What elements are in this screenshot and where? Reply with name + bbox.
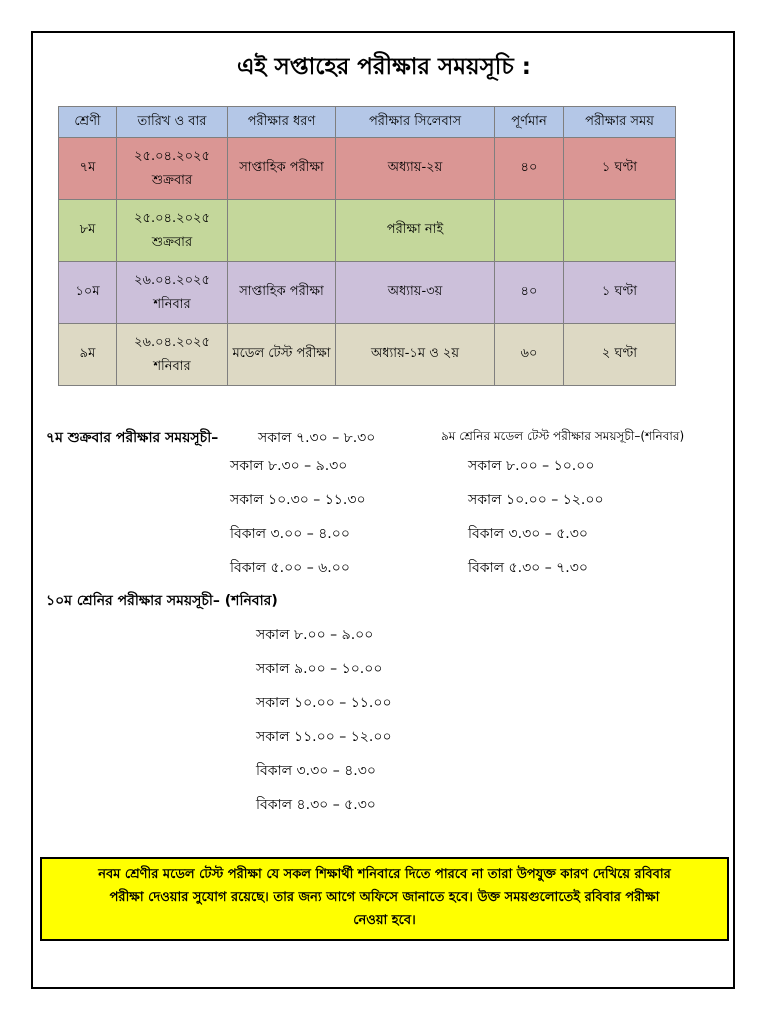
table-row [59, 200, 676, 262]
notice-line: পরীক্ষা দেওয়ার সুযোগ রয়েছে। তার জন্য আগে অফিসে জানাতে হবে। উক্ত সময়গুলোতেই রবিবার পরীক্ষা [109, 890, 660, 905]
notice-line: নবম শ্রেণীর মডেল টেস্ট পরীক্ষা যে সকল শিক্ষার্থী শনিবারে দিতে পারবে না তারা উপযুক্ত কারণ দেখিয়ে রবিবার [98, 867, 671, 882]
schedule-7-slot: সকাল ৮.৩০ – ৯.৩০ [230, 458, 348, 474]
cell-day: শুক্রবার [151, 172, 193, 188]
cell-date: ২৬.০৪.২০২৫ [134, 334, 210, 350]
cell-class: ৮ম [59, 200, 117, 262]
header-exam-type: পরীক্ষার ধরণ [228, 107, 336, 138]
schedule-10-slot: বিকাল ৩.৩০ – ৪.৩০ [256, 763, 376, 779]
cell-full-marks: ৪০ [495, 138, 564, 200]
header-class: শ্রেণী [59, 107, 117, 138]
schedule-10-slot: বিকাল ৪.৩০ – ৫.৩০ [256, 797, 376, 813]
cell-syllabus: অধ্যায়-২য় [336, 138, 495, 200]
schedule-10-slot: সকাল ৮.০০ – ৯.০০ [256, 627, 374, 643]
notice-line: নেওয়া হবে। [353, 913, 416, 928]
schedule-10-slot: সকাল ১১.০০ – ১২.০০ [256, 729, 392, 745]
schedule-9-slot: সকাল ৮.০০ – ১০.০০ [468, 458, 595, 474]
schedule-10-slot: সকাল ৯.০০ – ১০.০০ [256, 661, 383, 677]
header-syllabus: পরীক্ষার সিলেবাস [336, 107, 495, 138]
cell-full-marks: ৬০ [495, 324, 564, 386]
schedule-9-slot: বিকাল ৩.৩০ – ৫.৩০ [468, 526, 588, 542]
cell-exam-type: সাপ্তাহিক পরীক্ষা [228, 138, 336, 200]
schedule-9-slot: সকাল ১০.০০ – ১২.০০ [468, 492, 604, 508]
schedule-10-slot: সকাল ১০.০০ – ১১.০০ [256, 695, 392, 711]
table-header-row [59, 107, 676, 138]
cell-exam-type: মডেল টেস্ট পরীক্ষা [228, 324, 336, 386]
schedule-7-slot: বিকাল ৩.০০ – ৪.০০ [230, 526, 350, 542]
schedule-7-slot: সকাল ৭.৩০ – ৮.৩০ [258, 430, 376, 446]
cell-date-day [117, 324, 228, 386]
cell-syllabus: পরীক্ষা নাই [336, 200, 495, 262]
cell-exam-type: সাপ্তাহিক পরীক্ষা [228, 262, 336, 324]
cell-duration: ১ ঘণ্টা [564, 262, 676, 324]
header-full-marks: পূর্ণমান [495, 107, 564, 138]
cell-day: শনিবার [153, 296, 191, 312]
table-row [59, 138, 676, 200]
page-title: এই সপ্তাহের পরীক্ষার সময়সূচি : [237, 54, 531, 80]
table-row [59, 324, 676, 386]
cell-date-day [117, 138, 228, 200]
cell-duration: ২ ঘণ্টা [564, 324, 676, 386]
header-date-day: তারিখ ও বার [117, 107, 228, 138]
schedule-7-slot: সকাল ১০.৩০ – ১১.৩০ [230, 492, 366, 508]
cell-class: ৭ম [59, 138, 117, 200]
cell-full-marks [495, 200, 564, 262]
cell-date: ২৫.০৪.২০২৫ [134, 210, 210, 226]
cell-duration: ১ ঘণ্টা [564, 138, 676, 200]
exam-schedule-table [58, 106, 676, 386]
cell-duration [564, 200, 676, 262]
header-exam-time: পরীক্ষার সময় [564, 107, 676, 138]
schedule-9-heading: ৯ম শ্রেনির মডেল টেস্ট পরীক্ষার সময়সূচী–(শনিবার) [441, 429, 685, 443]
cell-syllabus: অধ্যায়-১ম ও ২য় [336, 324, 495, 386]
schedule-10-heading: ১০ম শ্রেনির পরীক্ষার সময়সূচী– (শনিবার) [46, 593, 278, 609]
schedule-7-slot: বিকাল ৫.০০ – ৬.০০ [230, 560, 350, 576]
schedule-9-slot: বিকাল ৫.৩০ – ৭.৩০ [468, 560, 588, 576]
schedule-7-heading: ৭ম শুক্রবার পরীক্ষার সময়সূচী– [46, 430, 219, 446]
cell-syllabus: অধ্যায়-৩য় [336, 262, 495, 324]
cell-full-marks: ৪০ [495, 262, 564, 324]
cell-day: শনিবার [153, 358, 191, 374]
cell-class: ১০ম [59, 262, 117, 324]
cell-day: শুক্রবার [151, 234, 193, 250]
table-row [59, 262, 676, 324]
cell-class: ৯ম [59, 324, 117, 386]
notice-box [40, 857, 729, 941]
cell-date-day [117, 262, 228, 324]
cell-exam-type [228, 200, 336, 262]
cell-date-day [117, 200, 228, 262]
cell-date: ২৫.০৪.২০২৫ [134, 148, 210, 164]
cell-date: ২৬.০৪.২০২৫ [134, 272, 210, 288]
